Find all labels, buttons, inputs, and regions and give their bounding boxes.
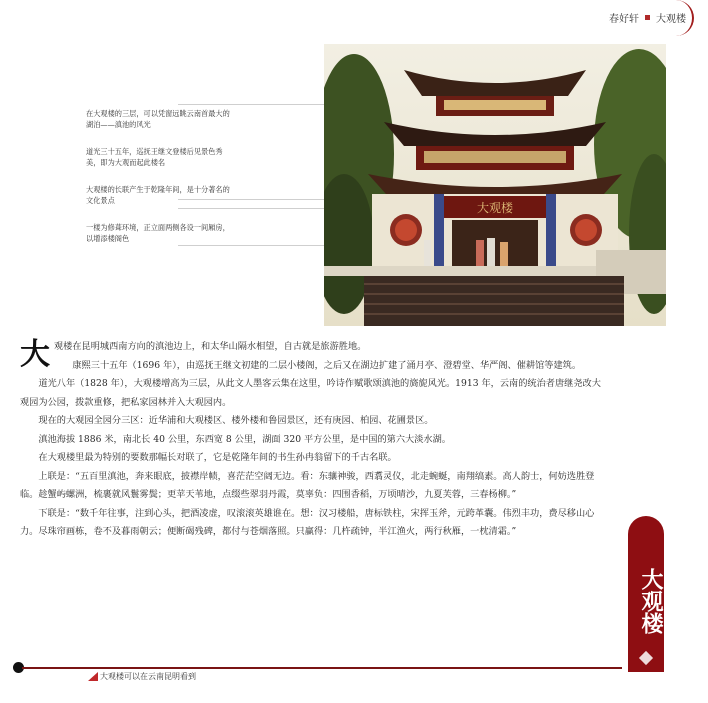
article-paragraph-1-text: 观楼在昆明城西南方向的滇池边上，和太华山隔水相望，自古就是旅游胜地。 <box>54 341 367 352</box>
article-paragraph-5: 滇池海拔 1886 米，南北长 40 公里，东西宽 8 公里，湖面 320 平方公里，是中国的第六大淡水湖。 <box>38 433 451 445</box>
chapter-title-tab <box>628 516 664 672</box>
drop-cap: 大 <box>20 337 50 372</box>
caption-leader-line-2 <box>178 199 324 200</box>
article-paragraph-7: 上联是：“五百里滇池，奔来眼底，披襟岸帻，喜茫茫空阔无边。看：东骧神骏，西翥灵仪，北走蜿蜒，南翔缟素。高人韵士，何妨选胜登临。趁蟹屿螺洲，梳裹就风鬟雾鬓；更苹天苇地，点缀些翠羽丹霞，莫辜负：四围香稻，万顷晴沙，九夏芙蓉，三春杨柳。” <box>20 470 595 500</box>
article-paragraph-3: 道光八年（1828 年），大观楼增高为三层，从此文人墨客云集在这里，吟诗作赋歌颂滇池的旖旎风光。1913 年，云南的统治者唐继尧改大观园为公园，拨款重修，把私家园林并入大观园内。 <box>20 378 601 408</box>
photo-captions <box>86 108 236 260</box>
article-paragraph-4: 现在的大观园全园分三区：近华浦和大观楼区、楼外楼和鲁园景区，还有庚园、柏园、花圃景区。 <box>38 415 434 426</box>
caption-3: 大观楼的长联产生于乾隆年间，是十分著名的文化景点 <box>86 185 230 205</box>
header-arc-ornament <box>674 0 694 36</box>
article-paragraph-6: 在大观楼里最为特别的要数那幅长对联了，它是乾隆年间的书生孙冉翁留下的千古名联。 <box>38 452 397 463</box>
pavilion-photo <box>324 44 666 326</box>
header-section: 春好轩 <box>609 13 639 25</box>
caption-leader-line-3 <box>178 208 324 209</box>
photo-sign: 大观楼 <box>476 201 514 215</box>
footer-marker-icon <box>88 672 98 681</box>
chapter-title: 大观楼 <box>638 568 664 634</box>
article-paragraph-8: 下联是：“数千年往事，注到心头，把酒凌虚，叹滚滚英雄谁在。想：汉习楼船，唐标铁柱，宋挥玉斧，元跨革囊。伟烈丰功，费尽移山心力。尽珠帘画栋，卷不及暮雨朝云；便断碣残碑，都付与苍烟落照。只赢得：几杵疏钟，半江渔火，两行秋雁，一枕清霜。” <box>20 507 595 537</box>
caption-leader-line-4 <box>178 245 324 246</box>
footer-caption: 大观楼可以在云南昆明看到 <box>100 672 196 681</box>
caption-leader-line-1 <box>178 104 324 105</box>
caption-4: 一楼为修葺环境，正立面两侧各设一间厢房，以增添楼阁色 <box>86 223 230 243</box>
article-paragraph-2: 康熙三十五年（1696 年），由巡抚王继文初建的二层小楼阁，之后又在湖边扩建了涌月亭、澄碧堂、华严阁、催耕馆等建筑。 <box>72 359 582 371</box>
article-body <box>20 338 605 542</box>
caption-1: 在大观楼的三层，可以凭窗远眺云南首最大的湖泊——滇池的风光 <box>86 109 230 129</box>
footer-rule <box>22 667 622 669</box>
caption-2: 道光三十五年，巡抚王继文登楼后见景色秀美，即为大观而起此楼名 <box>86 147 223 167</box>
header-title: 大观楼 <box>656 13 686 25</box>
diamond-ornament-icon <box>639 651 653 665</box>
header-separator-icon <box>645 15 650 20</box>
